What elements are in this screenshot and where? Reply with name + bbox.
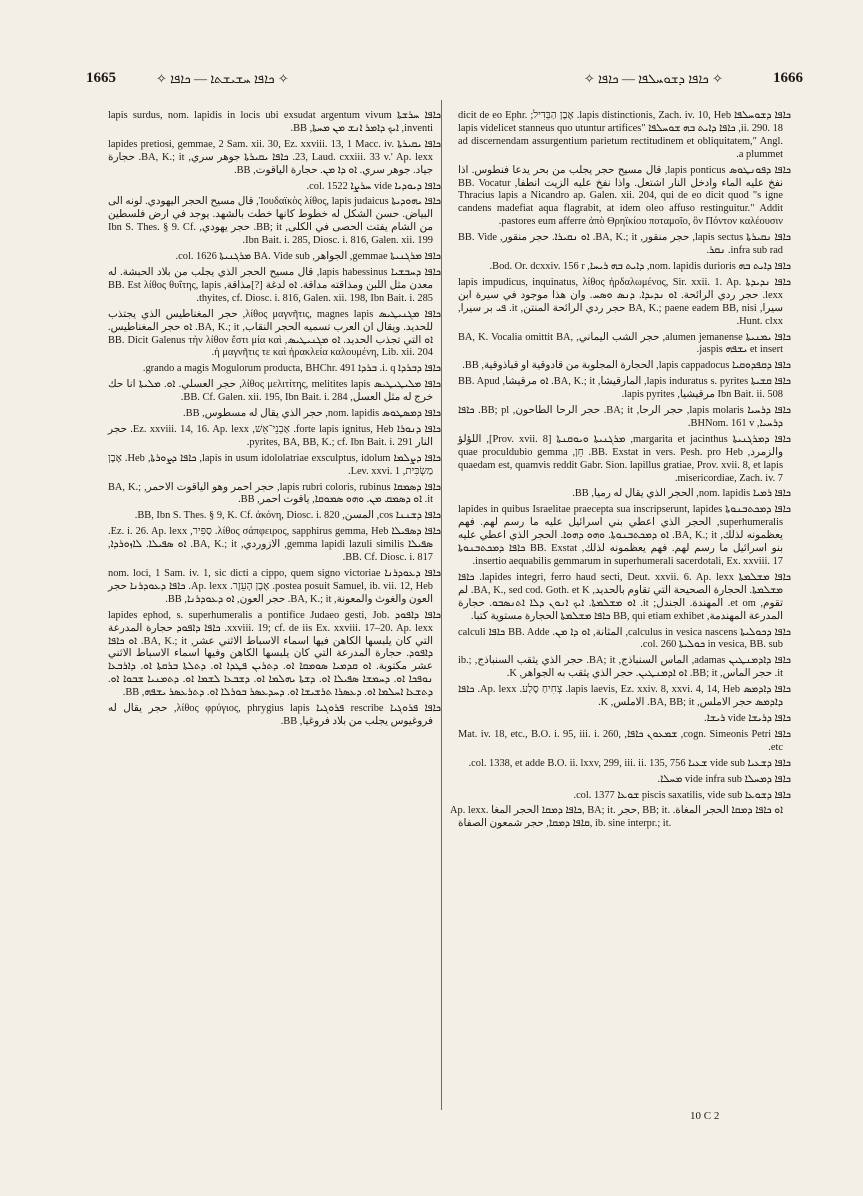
dictionary-entry: ܟܐܦܐ ܕܡܣܛܘܣ nom. lapidis, حجر الذي يقال له مسطوس, BB. (183, 408, 441, 420)
dictionary-entry: ܟܐܦܐ cogn. Simeonis Petri, ܫܡܥܘܢ ܟܐܦܐ, Mat. iv. 18, etc., B.O. i. 95, iii. i. 260, etc. (458, 728, 791, 753)
dictionary-entry: ܟܐܦܐ ܕܩܦܕܘܩܝܐ lapis cappadocus, الحجارة المجلوبة من قادوقية او قباذوقية, BB. (462, 360, 791, 372)
dictionary-entry: ܟܐܦܐ ܕܥܘܕܪܢܐ nom. loci, 1 Sam. iv. 1, sic dicti a cippo, quem signo victoriae postea posuit Samuel, ib. vii. 12, Heb. אֶבֶן הָעֵזֶר. Ap. lexx. ܟܐܦܐ ܕܥܘܕܪܢܐ حجر العون والغوث والمعونة, BA, K.; it. حجر العون, ܐܘ ܕܥܘܕܪܢܐ, BB. (108, 568, 441, 605)
dictionary-entry: ܟܐܦܐ ܕܒܪܕܐ i. q. ܒܪܕܐ grando a magis Mogulorum producta, BHChr. 491. (142, 363, 441, 375)
dictionary-entry: ܟܐܦܐ ܦܪܘܓܝܐ rescribe ܦܪܘܓܝܐ λίθος φρύγιος, phrygius lapis, حجر يقال له فروغيوس يجلب من بلاد فروغيا, BB. (108, 703, 441, 727)
dictionary-entry: ܟܐܦܐ ܕܐܝܬ ܒܗ nom. lapidis durioris, ܕܐܝܬ ܒܗ ܪܝܚܐ, Bod. Or. dcxxiv. 156 r. (489, 260, 791, 272)
dictionary-entry: ܟܐܦܐ ܕܪܝܫܐ vide ܪܝܫܐ. (704, 712, 791, 724)
dictionary-entry: ܟܐܦܐ ܪܡܝܐ nom. lapidis, الحجر الذي يقال له رميا, BB. (572, 488, 791, 500)
dictionary-entry: ܟܐܦܐ ܢܩܝܪܬܐ lapis sectus, حجر منقور, BA, K.; it. ܐܘ ܢܩܝܪܐ. حجر منقور, BB. Vide infra sub rad. ܢܩܪ. (458, 232, 792, 257)
dictionary-entry: ܟܐܦܐ ܕܪܚܝܐ lapis molaris, حجر الرحا, BA; it. حجر الرحا الطاحون, BB; pl. ܟܐܦܐ ܕܪܚܝܐ, BHNom. 161 v. (458, 405, 791, 429)
dictionary-entry: ܟܐܦܐ ܕܫܥܝܐ vide sub ܫܥܝܐ col. 1338, et adde B.O. ii. lxxv, 299, iii. ii. 135, 756. (468, 757, 791, 769)
dictionary-entry: ܟܐܦܐ ܡܪܓܢܝܬܐ gemmae, الجواهر, BA. Vide sub ܡܪܓܢܝܬܐ col. 1626. (175, 251, 441, 263)
dictionary-entry: ܟܐܦܐ ܝܗܘܕܝܬܐ Ἰουδαϊκὸς λίθος, lapis judaicus, قال مسيح الحجر اليهودي. لونه الى البياض. حسن الشكل له خطوط كانها خطت بالشهد. يوجد في ارض فلسطين من الشام يفتت الحصى في الكلى, BB; it. حجر يهودي, Ibn S. Thes. § 9. Cf. Ibn Bait. i. 285, Diosc. i. 816, Galen. xii. 199. (108, 196, 441, 247)
dictionary-entry: ܟܐܦܐ ܕܚܒܫܝܐ lapis habessinus, قال مسيح الحجر الذي يجلب من بلاد الحبشة. له معدن مثل اللبن ومذاقته مداقة. ܐܘ لدغة [?]مذاقة, BB. Est λίθος θυΐτης, lapis thyites, cf. Diosc. i. 816, Galen. xii. 198, Ibn Bait. i. 285. (108, 266, 441, 304)
dictionary-entry: ܟܐܦܐ ܕܫܢܢܐ cos, المسن, BB, Ibn S. Thes. § 9, K. Cf. ἀκόνη, Diosc. i. 820. (134, 510, 441, 522)
dictionary-entry: ܟܐܦܐ ܩܫܝܬܐ lapis induratus s. pyrites, المارقيشا, BA, K.; it. ܐܘ مرقيشا, BB. Apud Ibn Bait. ii. 508 مرقيشيا, lapis pyrites. (458, 376, 792, 401)
column-divider (441, 100, 442, 1110)
dictionary-entry: ܟܐܦܐ ܕܨܠܡܐ lapis in usum idololatriae exsculptus, idolum, ܟܐܦܐ ܕܨܘܪܬܐ, Heb. אֶבֶן מַשְׂכִּית, Lev. xxvi. 1. (108, 452, 442, 477)
dictionary-entry: ܟܐܦܐ ܕܝܘܕܝܐ vide ܚܪܨܐ col. 1522. (306, 180, 441, 192)
dictionary-entry: Ap. lexx. ܟܐܦܐ ܕܡܩܐ الحجر المغا, BA; it. حجر, BB; it. ܐܘ ܟܐܦܐ ܕܡܩܐ الحجر المغاة. ܩܐܦܐ ܕܡܩܐ, حجر شمعون الصفاة, ib. sine interpr.; it. (450, 805, 784, 830)
left-column (100, 110, 442, 1100)
dictionary-entry: ܟܐܦܐ ܡܫܠܡܬܐ lapides integri, ferro haud secti, Deut. xxvii. 6. Ap. lexx. ܟܐܦܐ ܡܫܠܡܬܐ. الحجارة الصحيحة التي تقاوم بالحديد, BA, K., sed cod. Goth. et K. لم تقوم, et om. المهندة. الجندل; it. ܐܘ ܡܫܠܡܬܐ. ܐܝܟ ܐܢܘܢ ܕܠܐ ܐܬܢܣܒܘ. حجارة المدرعة المهندمة, BB, qui etiam exhibet ܟܐܦܐ ܡܫܠܡܬܐ الحجارة مستوية كتبا. (458, 571, 791, 622)
dictionary-entry: ܟܐܦܐ ܕܡܚܠܐ vide infra sub ܡܚܠܐ. (657, 773, 791, 785)
left-page-number: 1665 (86, 70, 116, 86)
right-page-number: 1666 (773, 70, 803, 86)
right-running-title: ✧ ܟܐܦܐ ܕܫܘܚܠܦܐ — ܟܐܦܐ ✧ (583, 71, 723, 86)
dictionary-entry: ܟܐܦܐ ܡܠܝܛܝܛܝܣ λίθος μελιτίτης, melitites lapis, حجر العسلي. ܐܘ. ܡܠܝܬܐ انا حك خرج له مثل العسل, BB. Cf. Galen. xii. 195, Ibn Bait. i. 284. (108, 379, 441, 404)
dictionary-entry: ܟܐܦܐ ܕܐܕܡܢܛܝܢ adamas, الماس السنباذج, BA; it. حجر الذي يثقب السنباذج, ib.; it. حجر الماس, BB; it. ܐܘ ܐܕܡܢܛܝܢ. حجر الذي يثقب به الجواهر, K. (458, 655, 791, 680)
signature-mark: 10 C 2 (690, 1110, 720, 1122)
right-column (450, 110, 792, 1100)
dictionary-entry: ܟܐܦܐ ܝܡܢܝܬܐ alumen jemanense, حجر الشب اليماني, BA, K. Vocalia omittit BA, et insert ܝܫܦܗ jaspis. (458, 331, 791, 356)
dictionary-entry: ܟܐܦܐ ܕܡܪܓܢܝܬܐ margarita et jacinthus, ܡܪܓܢܝܬܐ ܘܝܘܩܢܬܐ [Prov. xvii. 8], اللؤلؤ والزمرد, BB. Exstat in vers. Pesh. pro Heb. חֵן, quae proculdubio gemma quaedam est, quamvis reddit Gabr. Sion. lapillus gratiae, Prov. xvii. 8, et lapis misericordiae, Zach. iv. 7. (458, 433, 791, 484)
page-header (86, 70, 803, 92)
dictionary-entry: ܟܐܦܐ ܚܪܫܬܐ lapis surdus, nom. lapidis in locis ubi exsudat argentum vivum inventi, ܐܝܟ ܕܐܡܪ ܐܢܫ ܡܢ ܡܚܬܐ, BB. (108, 110, 442, 134)
dictionary-entry: ܟܐܦܐ ܕܦܘܢܛܘܣ lapis ponticus, قال مسيح حجر يجلب من بحر يدعا فنطوس. اذا نفخ عليه الماء وادخل النار اشتعل. واذا نفخ عليه الزيت انطفا, BB. Vocatur Thracius lapis a Nicandro ap. Galen. xii. 204, qui de eo dicit quod "s igne candens madefiat aqua flagrabit, at idem oleo affuso restinguitur." Addit pastores eum afferre ἀπὸ Θρηϊκίου ποταμοῖο, ὃν Πόντον καλέουσιν. (458, 164, 792, 228)
dictionary-entry: ܟܐܦܐ ܕܣܡܩܐ lapis rubri coloris, rubinus, حجر احمر وهو الياقوت الاحمر, BA, K.; it. ܐܘ ܕܣܡܩ ܡܢ. ܘܗܘ ܣܡܘܩܐ, ياقوت احمر, BB. (108, 481, 441, 506)
dictionary-entry: ܟܐܦܐ ܕܫܘܥܐ piscis saxatilis, vide sub ܫܘܥܐ col. 1377. (573, 789, 791, 801)
dictionary-entry: ܟܐܦܐ ܕܣܦܝܠܐ λίθος σάπφειρος, sapphirus gemma, Heb. סַפִּיר, Ez. i. 26. Ap. lexx. ܣܦܝܠܐ gemma lapidi lazuli similis, الازوردي, BA, K.; it. ܐܘ ܣܦܝܠܐ. ܠܐܙܘܪܕܐ, BB. Cf. Diosc. i. 817. (108, 526, 441, 564)
dictionary-entry: ܟܐܦܐ ܡܓܢܝܛܝܣ λίθος μαγνῆτις, magnes lapis, حجر المغناطيس الذي يجتذب للحديد. ويقال ان العرب تسميه الحجر النقاب, BA, K.; it. ܐܘ حجر المغناطيس. ܐܘ التي تجذب الحديد. ܐܘ ܡܓܢܝܛܝܣ, BB. Dicit Galenus τὴν λίθον ἔστι μία καὶ ἡ μαγνῆτις τε καὶ ἡρακλεία καλουμένη, Lib. xii. 204. (108, 308, 442, 359)
dictionary-entry: ܟܐܦܐ ܕܐܕܡܣ lapis laevis, Ez. xxiv. 8, xxvi. 4, 14, Heb. צְחִיחַ סֶלַע. Ap. lexx. ܟܐܦܐ ܕܐܕܡܣ حجر الاملس, BA, BB; it. الاملس, K. (458, 684, 791, 709)
left-running-title: ✧ ܟܐܦܐ ܚܫܝܫܬܐ — ܟܐܦܐ ✧ (156, 71, 289, 86)
dictionary-entry: ܟܐܦܐ ܕܟܘܠܝܬܐ calculus in vesica nascens, المثانة, ܐܘ ܕܐ ܡܢ. BB. Adde ܟܐܦܐ calculi in vesica, BB. sub ܟܘܠܝܬܐ col. 260. (458, 626, 792, 651)
dictionary-entry: ܟܐܦܐ ܕܐܦܘܕ lapides ephod, s. superhumeralis a pontifice Judaeo gesti, Job. xxviii. 19; cf. de iis Ex. xxviii. 17–20. Ap. lexx. ܟܐܦܐ ܕܐܦܘܕ حجارة المدرعة التي كان يلبسها الكاهن فيها اسماء الاسباط الاثني عشر, BA, K.; it. ܐܘ ܟܐܦܐ ܕܐܦܘܕ. حجارة المدرعة التي كان يلبسها الكاهن وفيها اسماء الاسباط الاثني عشر مكتوبة. ܐܘ ܩܕܡܝܐ ܣܘܡܩܐ ܐܘ. ܕܬܪܝܢ ܦܛܕܐ ܐܘ. ܕܬܠܬܐ ܒܪܩܬܐ ܐܘ. ܕܐܪܒܥܐ ܢܘܦܟܐ ܐܘ. ܕܚܡܫܐ ܣܦܝܠܐ ܐܘ. ܕܫܬܐ ܝܗܠܡܐ ܐܘ. ܕܫܒܥܐ ܠܫܡܐ ܐܘ. ܕܬܡܢܝܐ ܫܒܘܐ ܐܘ. ܕܬܫܥܐ ܐܚܠܡܐ ܐܘ. ܕܥܣܪܐ ܬܪܫܝܫܐ ܐܘ. ܕܚܕܥܣܪ ܒܘܪܠܐ ܐܘ. ܕܬܪܥܣܪ ܝܫܦܗ, BB. (108, 609, 441, 699)
dictionary-entry: ܟܐܦܐ ܕܫܘܚܠܦܐ lapis distinctionis, Zach. iv. 10, Heb. אֶבֶן הַבְּדִיל; dicit de eo Ephr. ii. 290. 18, ܟܐܦܐ ܕܐܝܬ ܒܗ ܫܘܚܠܦܐ "lapis videlicet stanneus quo utuntur artifices ad discernendam assurgentium parietum rectitudinem et obliquitatem," Angl. a plummet. (458, 110, 791, 160)
dictionary-entry: ܟܐܦܐ ܕܡܟܬܒܢܘܬܐ lapides in quibus Israelitae praecepta sua inscripserunt, lapides superhumeralis, الحجر الذي اعطي بني اسرائيل عليه ما رسم لهم. فهم يعظمونه لذلك, BA, K.; it. ܐܘ ܕܡܟܬܒܢܘܬܐ. ܘܗܘ ܕܗܘܐ. الحجر الذي اعطي عليه بنو اسرائيل ما رسم لهم. فهم يعظمونه لذلك, BB. Exstat ܟܐܦܐ ܕܡܟܬܒܢܘܬܐ insertio aequabilis gemmarum in superhumerali sacerdotali, Ex. xxviii. 17. (458, 504, 791, 567)
dictionary-entry: ܟܐܦܐ ܢܕܝܕܬܐ lapis impudicus, inquinatus, λίθος ἠρδαλωμένος, Sir. xxii. 1. Ap. lexx. حجر ردي الرائحة. ܐܘ ܢܕܝܕܐ. ܕܢܣ ܘܣܚ. وان هذا موجود في سيرة ابن سيرا, BA, K.; paene eadem BB, nisi حجر ردي الرائحة المنتن, it. ܦܝ بر سيرا, Hunt. clxx. (458, 276, 791, 327)
dictionary-entry: ܟܐܦܐ ܝܩܝܪܬܐ lapides pretiosi, gemmae, 2 Sam. xii. 30, Ez. xxviii. 13, 1 Macc. iv. 23, Laud. cxxiii. 33 v.' Ap. lexx. ܟܐܦܐ ܝܩܝܪܬܐ جوهر سري, BA, K.; it. حجارة جياد. جوهر سري. ܐܘ ܕܐ ܡܢ. حجارة الياقوت, BB. (108, 138, 441, 176)
dictionary-entry: ܟܐܦܐ ܕܢܘܪܐ forte lapis ignitus, Heb. אַבְנֵי־אֵשׁ, Ez. xxviii. 14, 16. Ap. lexx. حجر النار pyrites, BA, BB, K.; cf. Ibn Bait. i. 291. (108, 423, 442, 448)
